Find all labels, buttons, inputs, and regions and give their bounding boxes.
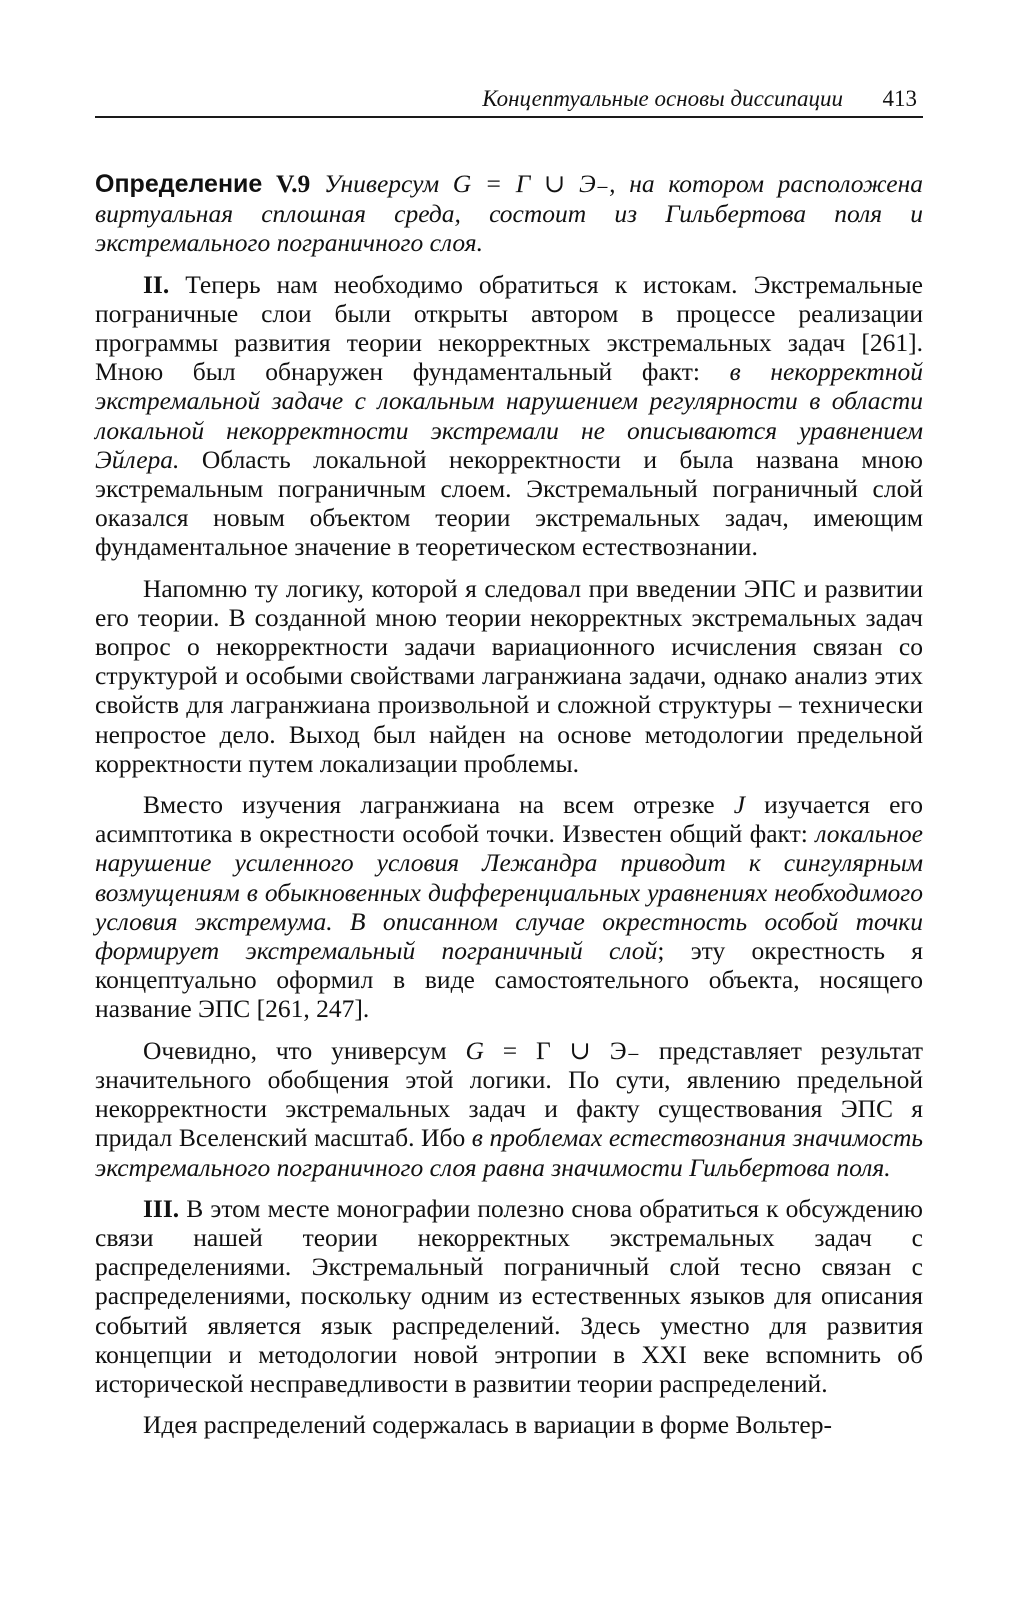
running-title: Концептуальные основы диссипации [482, 86, 843, 111]
text-run: Очевидно, что универсум [143, 1035, 466, 1065]
paragraph [95, 1194, 923, 1398]
paragraph [95, 574, 923, 778]
paragraph-list [95, 270, 923, 1440]
definition-label: Определение [95, 170, 263, 198]
section-marker: III. [143, 1193, 180, 1223]
paragraph [95, 270, 923, 562]
text-run: = Γ ∪ Э₋ представляет результат значительного обобщения этой логики. По сути, явлению предельной некорректности экстремальных задач и факту существования ЭПС я придал Вселенский масштаб. Ибо [95, 1035, 923, 1153]
page-number: 413 [882, 86, 917, 111]
text-run: Вместо изучения лагранжиана на всем отрезке [143, 790, 734, 820]
text-run: Идея распределений содержалась в вариации в форме Вольтер- [143, 1410, 832, 1440]
definition [95, 169, 923, 258]
text-run: Область локальной некорректности и была названа мною экстремальным пограничным слоем. Экстремальный пограничный слой оказался новым объектом теории экстремальных задач, имеющим фундаментальное значение в теоретическом естествознании. [95, 444, 923, 562]
paragraph [95, 790, 923, 1024]
text-run: Теперь нам необходимо обратиться к истокам. Экстремальные пограничные слои были открыты автором в процессе реализации программы развития теории некорректных экстремальных задач [261]. Мною был обнаружен фундаментальный факт: [95, 269, 923, 387]
italic-text: G [465, 1035, 484, 1065]
paragraph [95, 1410, 923, 1439]
text-run: ; эту окрестность я концептуально оформил в виде самостоятельного объекта, носящего название ЭПС [261, 247]. [95, 936, 923, 1024]
text-run: Напомню ту логику, которой я следовал при введении ЭПС и развитии его теории. В созданной мною теории некорректных экстремальных задач вопрос о некорректности задачи вариационного исчисления связан со структурой и особыми свойствами лагранжиана задачи, однако анализ этих свойств для лагранжиана произвольной и сложной структуры – технически непростое дело. Выход был найден на основе методологии предельной корректности путем локализации проблемы. [95, 573, 923, 778]
running-header [95, 84, 923, 118]
italic-text: в проблемах естествознания значимость экстремального пограничного слоя равна значимости Гильбертова поля. [95, 1123, 923, 1182]
italic-text: в некорректной экстремальной задаче с локальным нарушением регулярности в области локальной некорректности экстремали не описываются уравнением Эйлера. [95, 357, 923, 474]
text-run: В этом месте монографии полезно снова обратиться к обсуждению связи нашей теории некорректных экстремальных задач с распределениями. Экстремальный пограничный слой тесно связан с распределениями, поскольку одним из естественных языков для описания событий является язык распределений. Здесь уместно для развития концепции и методологии новой энтропии в XXI веке вспомнить об исторической несправедливости в развитии теории распределений. [95, 1193, 923, 1398]
italic-text: J [733, 790, 746, 820]
body-text [95, 169, 923, 1451]
paragraph [95, 1036, 923, 1182]
section-marker: II. [143, 269, 170, 299]
definition-text: Универсум G = Γ ∪ Э₋, на котором расположена виртуальная сплошная среда, состоит из Гильбертова поля и экстремального пограничного слоя. [95, 169, 924, 258]
text-run: изучается его асимптотика в окрестности особой точки. Известен общий факт: [95, 790, 923, 849]
definition-number: V.9 [276, 169, 311, 198]
italic-text: локальное нарушение усиленного условия Лежандра приводит к сингулярным возмущениям в обыкновенных дифференциальных уравнениях необходимого условия экстремума. В описанном случае окрестность особой точки формирует экстремальный пограничный слой [95, 819, 923, 966]
